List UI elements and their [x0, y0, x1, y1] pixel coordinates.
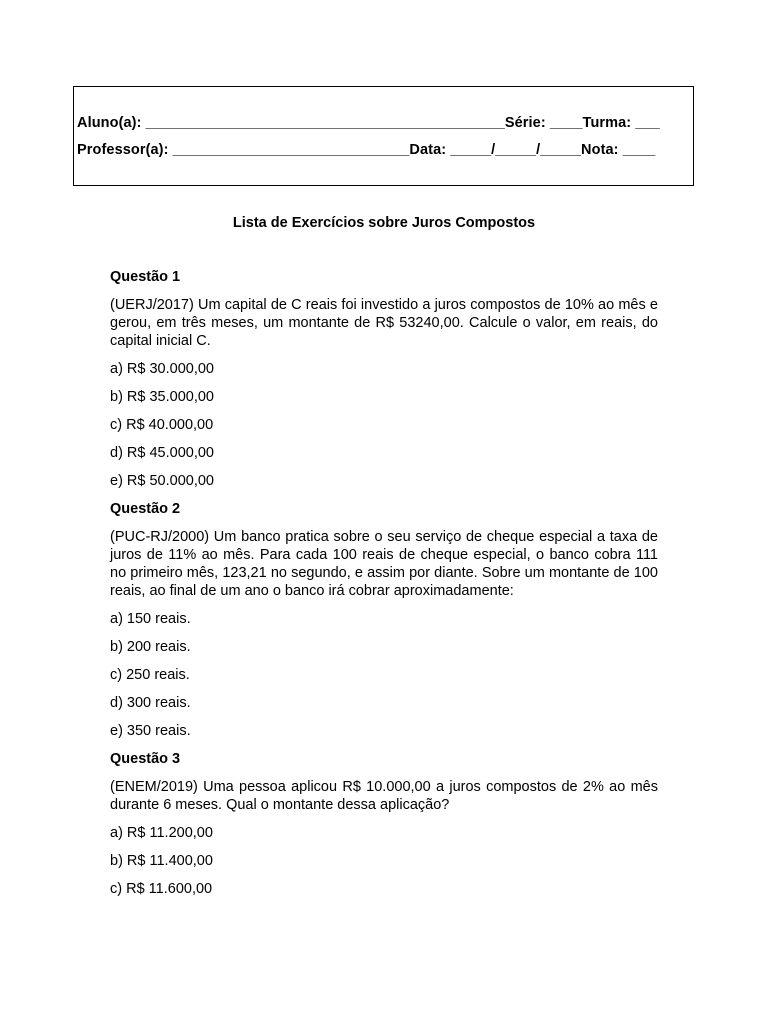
answer-option: a) R$ 11.200,00 — [110, 825, 213, 841]
answer-option: a) 150 reais. — [110, 611, 191, 627]
answer-option: c) R$ 40.000,00 — [110, 417, 214, 433]
student-info-line: Aluno(a): ____________________________________________Série: ____Turma: ___ — [77, 115, 660, 131]
question-heading: Questão 2 — [110, 501, 181, 517]
answer-option: d) 300 reais. — [110, 695, 191, 711]
question-1 — [110, 268, 658, 490]
answer-option: b) 200 reais. — [110, 639, 191, 655]
exercise-list — [110, 268, 658, 908]
answer-option: c) R$ 11.600,00 — [110, 881, 213, 897]
teacher-info-line: Professor(a): _____________________________Data: _____/_____/_____Nota: ____ — [77, 142, 656, 158]
page-title: Lista de Exercícios sobre Juros Compostos — [232, 215, 536, 231]
question-3 — [110, 750, 658, 898]
question-heading: Questão 1 — [110, 269, 181, 285]
answer-option: c) 250 reais. — [110, 667, 190, 683]
question-2 — [110, 500, 658, 740]
answer-option: d) R$ 45.000,00 — [110, 445, 214, 461]
answer-option: b) R$ 11.400,00 — [110, 853, 213, 869]
question-statement: (UERJ/2017) Um capital de C reais foi investido a juros compostos de 10% ao mês e gerou, em três meses, um montante de R$ 53240,00. Calcule o valor, em reais, do capital inicial C. — [110, 297, 658, 349]
answer-option: b) R$ 35.000,00 — [110, 389, 214, 405]
answer-option: a) R$ 30.000,00 — [110, 361, 214, 377]
answer-option: e) R$ 50.000,00 — [110, 473, 214, 489]
student-info-box — [73, 86, 694, 186]
question-heading: Questão 3 — [110, 751, 181, 767]
question-statement: (ENEM/2019) Uma pessoa aplicou R$ 10.000,00 a juros compostos de 2% ao mês durante 6 meses. Qual o montante dessa aplicação? — [110, 779, 658, 813]
answer-option: e) 350 reais. — [110, 723, 191, 739]
question-statement: (PUC-RJ/2000) Um banco pratica sobre o seu serviço de cheque especial a taxa de juros de 11% ao mês. Para cada 100 reais de cheque especial, o banco cobra 111 no primeiro mês, 123,21 no segundo, e assim por diante. Sobre um montante de 100 reais, ao final de um ano o banco irá cobrar aproximadamente: — [110, 529, 658, 599]
